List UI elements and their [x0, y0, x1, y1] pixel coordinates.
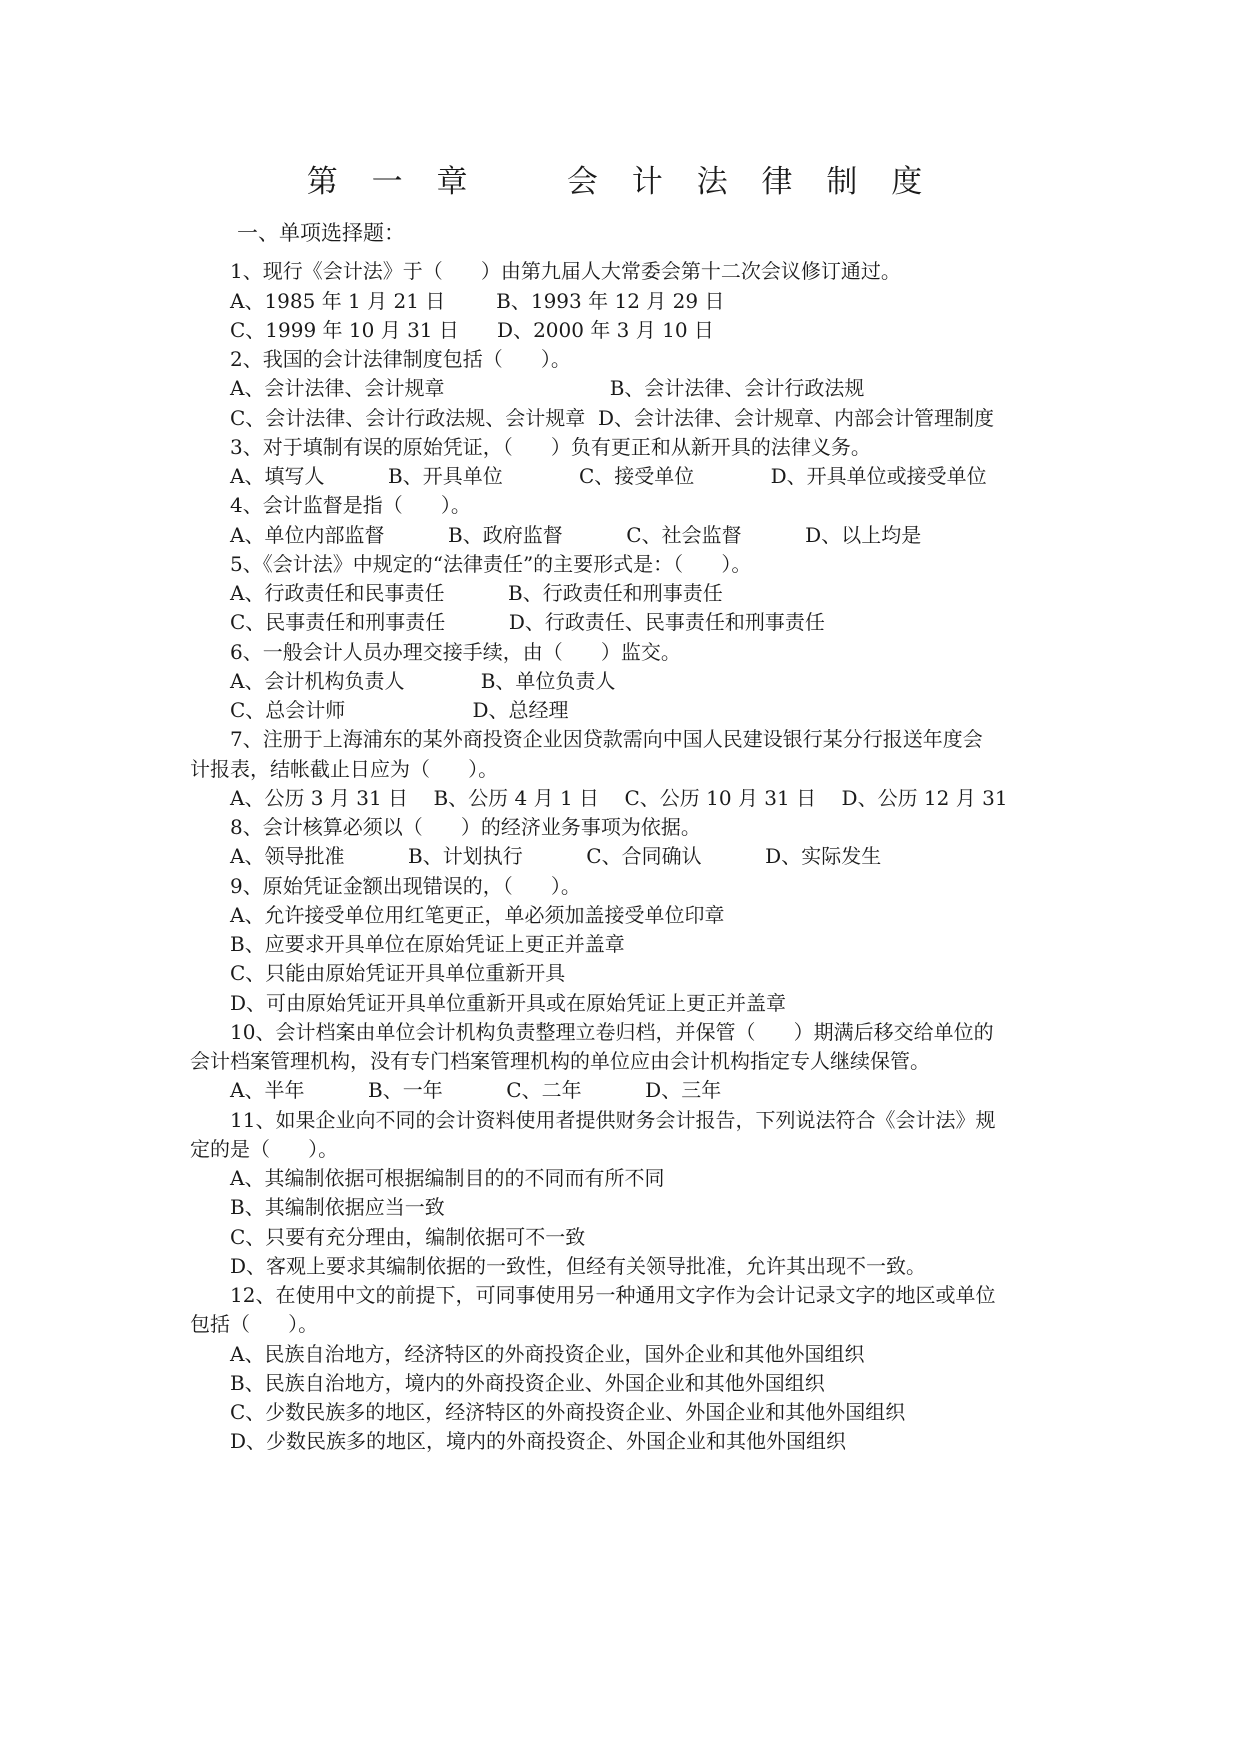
- question-line: 12、在使用中文的前提下，可同事使用另一种通用文字作为会计记录文字的地区或单位: [230, 1283, 996, 1307]
- question-continuation-line: 计报表，结帐截止日应为（ ）。: [190, 756, 499, 781]
- question-line: B、民族自治地方，境内的外商投资企业、外国企业和其他外国组织: [230, 1370, 825, 1395]
- question-line: C、少数民族多的地区，经济特区的外商投资企业、外国企业和其他外国组织: [230, 1400, 906, 1424]
- question-line: A、领导批准 B、计划执行 C、合同确认 D、实际发生: [230, 844, 882, 869]
- question-line: B、应要求开具单位在原始凭证上更正并盖章: [230, 932, 625, 956]
- question-line: A、半年 B、一年 C、二年 D、三年: [230, 1078, 722, 1103]
- question-line: B、其编制依据应当一致: [230, 1195, 445, 1220]
- question-line: 6、一般会计人员办理交接手续，由（ ）监交。: [230, 639, 681, 664]
- question-continuation-line: 定的是（ ）。: [190, 1136, 339, 1161]
- question-line: A、单位内部监督 B、政府监督 C、社会监督 D、以上均是: [230, 522, 922, 547]
- question-line: A、会计法律、会计规章 B、会计法律、会计行政法规: [230, 376, 865, 401]
- question-line: A、1985 年 1 月 21 日 B、1993 年 12 月 29 日: [230, 288, 725, 313]
- question-line: 5、《会计法》中规定的“法律责任”的主要形式是：（ ）。: [230, 551, 752, 576]
- question-line: C、只要有充分理由，编制依据可不一致: [230, 1224, 586, 1249]
- question-line: 9、原始凭证金额出现错误的，（ ）。: [230, 873, 581, 898]
- question-line: 2、我国的会计法律制度包括（ ）。: [230, 347, 571, 371]
- question-line: A、民族自治地方，经济特区的外商投资企业，国外企业和其他外国组织: [230, 1341, 865, 1366]
- question-line: A、会计机构负责人 B、单位负责人: [230, 668, 616, 693]
- question-line: C、总会计师 D、总经理: [230, 698, 569, 722]
- question-line: 10、会计档案由单位会计机构负责整理立卷归档，并保管（ ）期满后移交给单位的: [230, 1019, 994, 1044]
- question-line: A、公历 3 月 31 日 B、公历 4 月 1 日 C、公历 10 月 31 日 D、公历 12 月 31: [230, 785, 1008, 810]
- question-continuation-line: 包括（ ）。: [190, 1312, 319, 1337]
- question-line: A、填写人 B、开具单位 C、接受单位 D、开具单位或接受单位: [230, 464, 987, 488]
- question-line: A、允许接受单位用红笔更正，单必须加盖接受单位印章: [230, 902, 725, 927]
- chapter-title: 第 一 章 会 计 法 律 制 度: [306, 164, 935, 200]
- question-line: C、只能由原始凭证开具单位重新开具: [230, 961, 566, 986]
- question-line: C、会计法律、会计行政法规、会计规章 D、会计法律、会计规章、内部会计管理制度: [230, 405, 995, 430]
- question-line: 3、对于填制有误的原始凭证，（ ）负有更正和从新开具的法律义务。: [230, 434, 871, 459]
- question-line: 4、会计监督是指（ ）。: [230, 493, 471, 518]
- question-line: A、行政责任和民事责任 B、行政责任和刑事责任: [230, 581, 723, 605]
- question-line: 8、会计核算必须以（ ）的经济业务事项为依据。: [230, 815, 701, 839]
- question-line: C、民事责任和刑事责任 D、行政责任、民事责任和刑事责任: [230, 610, 825, 635]
- question-continuation-line: 会计档案管理机构，没有专门档案管理机构的单位应由会计机构指定专人继续保管。: [190, 1049, 930, 1073]
- question-line: D、客观上要求其编制依据的一致性，但经有关领导批准，允许其出现不一致。: [230, 1253, 927, 1278]
- question-line: A、其编制依据可根据编制目的的不同而有所不同: [230, 1166, 665, 1190]
- question-line: 1、现行《会计法》于（ ）由第九届人大常委会第十二次会议修订通过。: [230, 259, 901, 284]
- question-line: 11、如果企业向不同的会计资料使用者提供财务会计报告，下列说法符合《会计法》规: [230, 1107, 996, 1132]
- section-heading: 一、单项选择题：: [237, 221, 405, 245]
- question-line: 7、注册于上海浦东的某外商投资企业因贷款需向中国人民建设银行某分行报送年度会: [230, 727, 983, 752]
- question-line: C、1999 年 10 月 31 日 D、2000 年 3 月 10 日: [230, 317, 714, 342]
- question-line: D、少数民族多的地区，境内的外商投资企、外国企业和其他外国组织: [230, 1429, 847, 1454]
- question-line: D、可由原始凭证开具单位重新开具或在原始凭证上更正并盖章: [230, 990, 787, 1015]
